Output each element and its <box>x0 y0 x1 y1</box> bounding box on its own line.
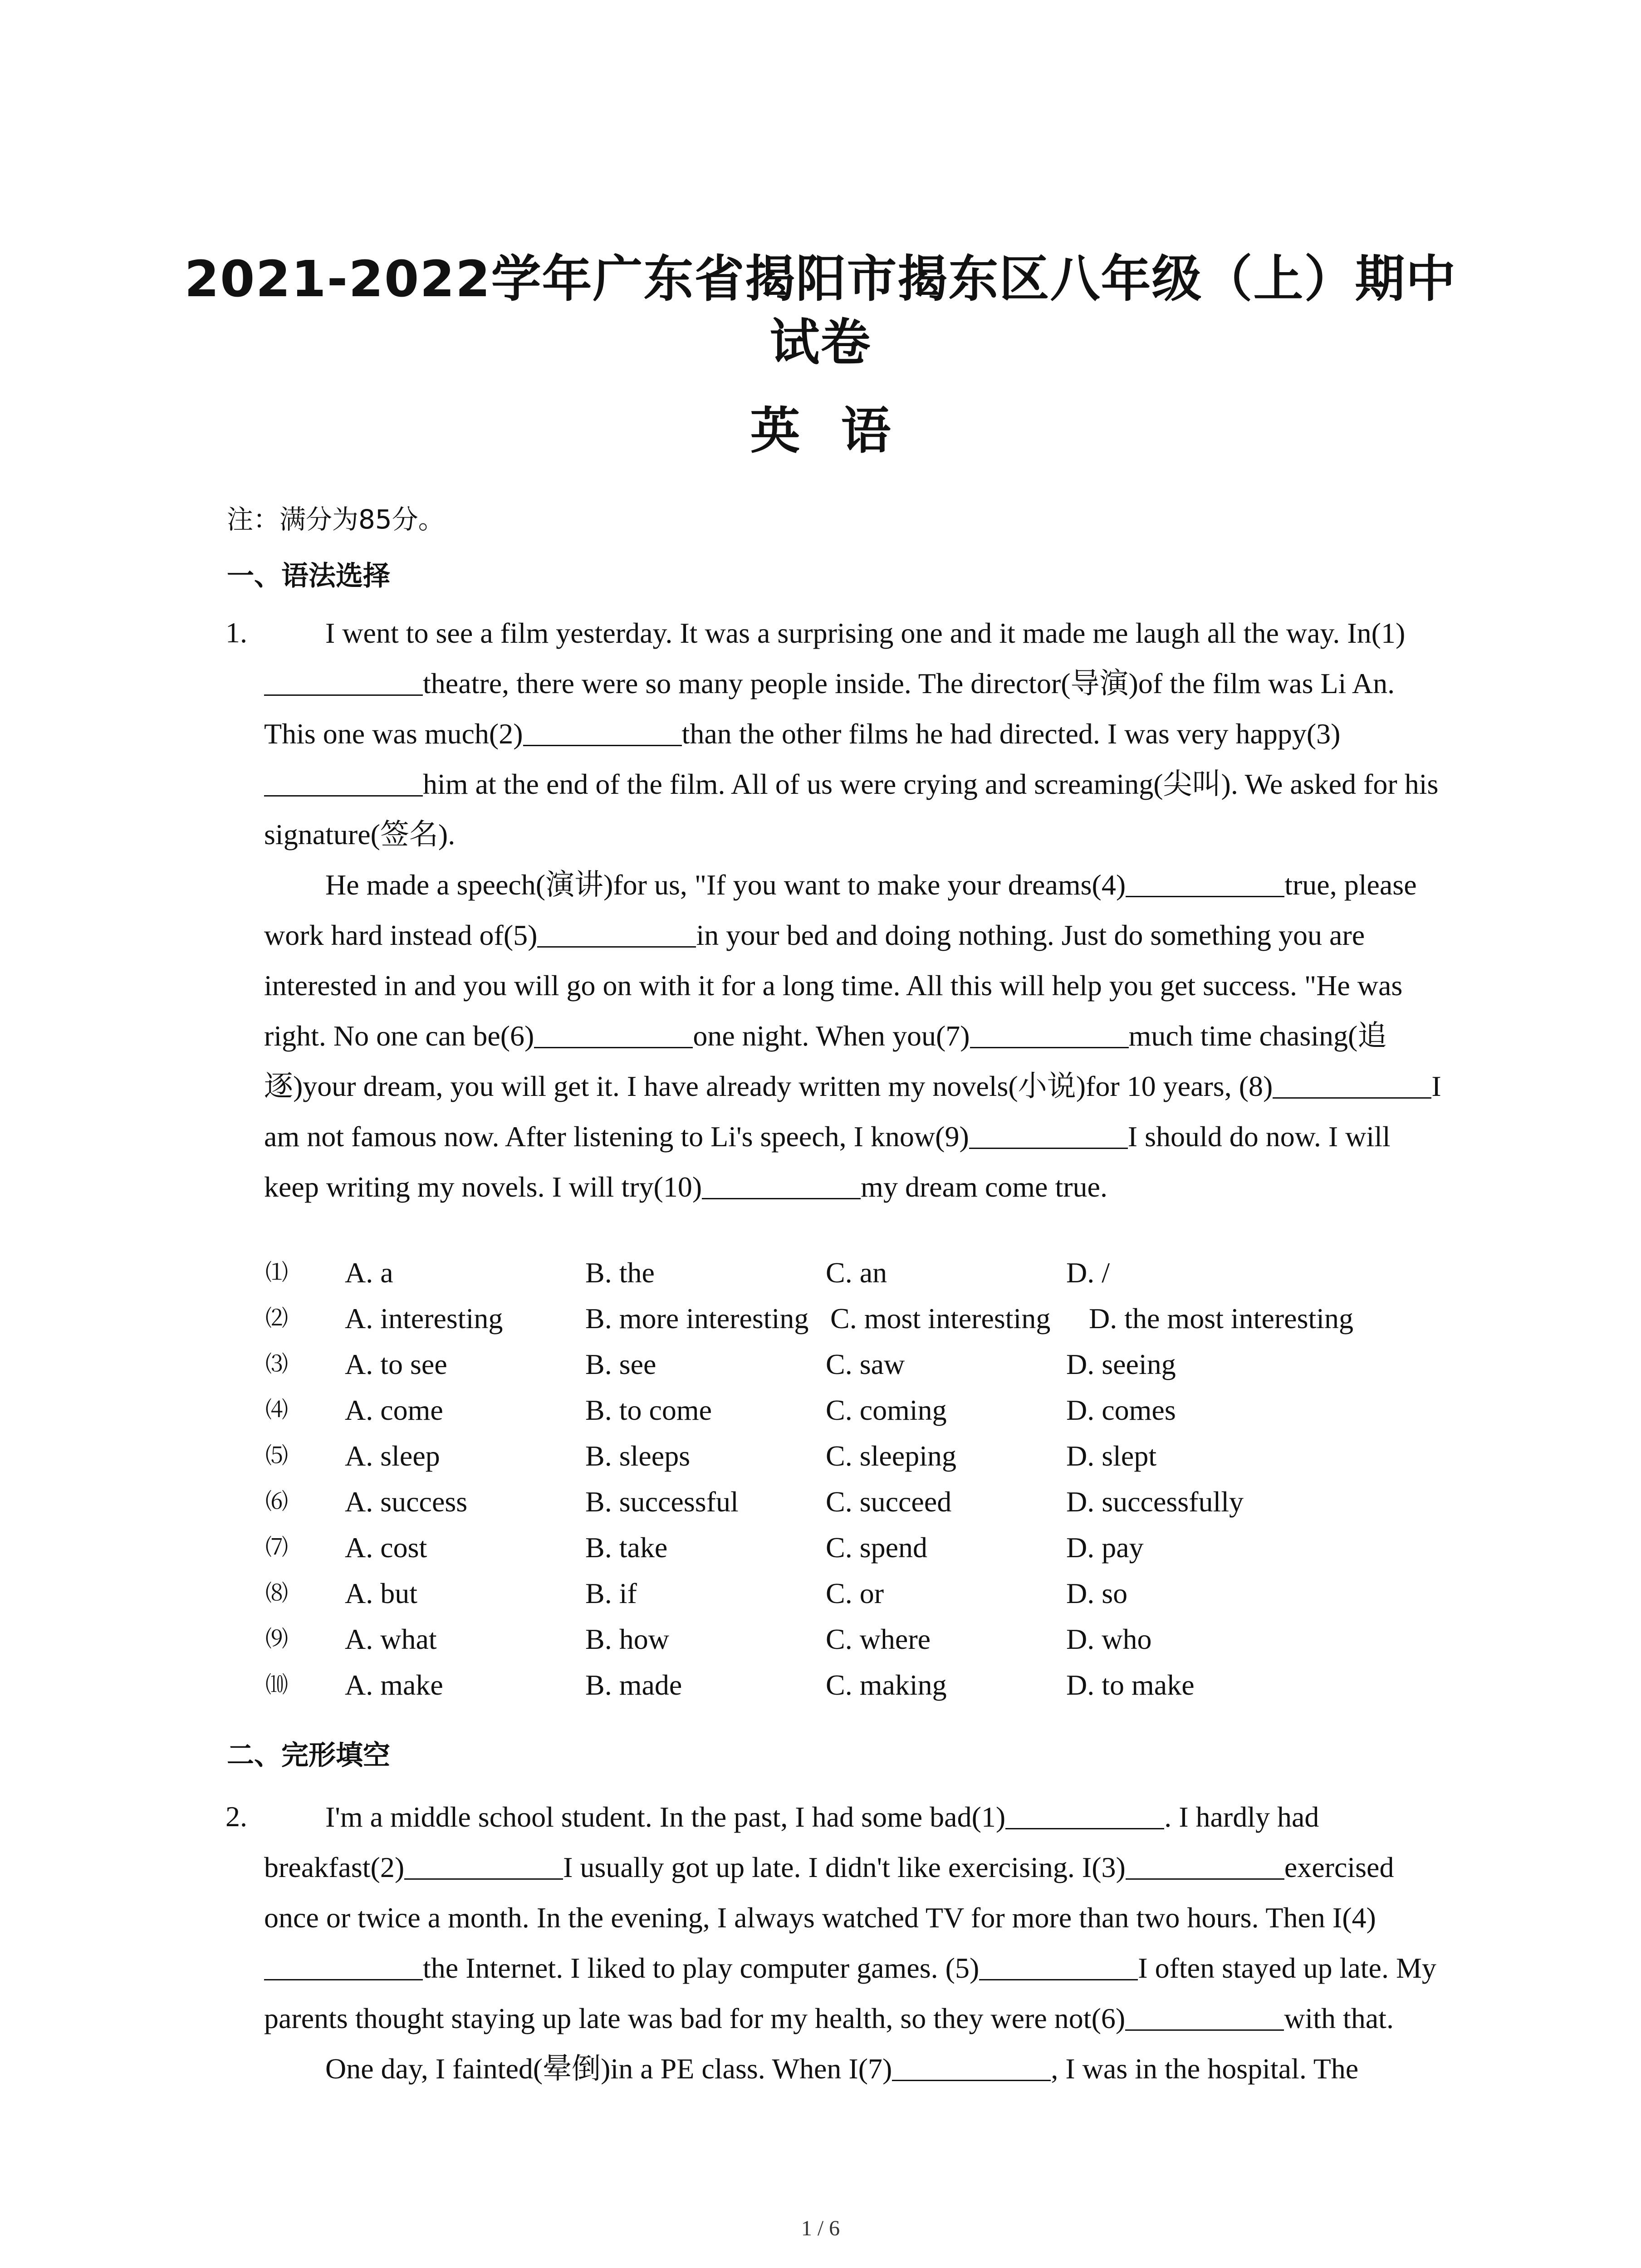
passage-text: I'm a middle school student. In the past, I had some bad(1) <box>325 1801 1006 1833</box>
passage-text: I am not famous now. After listening to Li's speech, I know(9) <box>264 1070 1441 1153</box>
option-row <box>265 1479 1445 1525</box>
passage-text: than the other films he had directed. I was very happy(3) <box>681 718 1341 750</box>
question-1-options <box>265 1250 1445 1708</box>
option-row <box>265 1662 1445 1708</box>
option-row <box>265 1295 1445 1341</box>
passage-text: exercised once or twice a month. In the evening, I always watched TV for more than two hours. Then I(4) <box>264 1851 1394 1934</box>
option-b: B. how <box>585 1623 669 1655</box>
answer-blank <box>523 716 682 746</box>
option-d: D. the most interesting <box>1089 1302 1354 1334</box>
option-number: ⑼ <box>265 1626 288 1652</box>
option-row <box>265 1433 1445 1479</box>
option-number: ⑶ <box>265 1351 288 1377</box>
option-d: D. so <box>1066 1577 1128 1609</box>
passage-paragraph <box>264 860 1444 1212</box>
answer-blank <box>264 766 423 797</box>
option-b: B. see <box>585 1348 656 1380</box>
option-c: C. most interesting <box>830 1302 1051 1334</box>
option-b: B. made <box>585 1669 682 1701</box>
passage-text: true, please work hard instead of(5) <box>264 869 1417 951</box>
option-row <box>265 1250 1445 1295</box>
option-row <box>265 1341 1445 1387</box>
passage-text: in your bed and doing nothing. Just do something you are interested in and you will go on with it for a long time. All this will help you get success. "He was right. No one can be(6) <box>264 919 1403 1052</box>
option-c: C. an <box>826 1256 887 1289</box>
option-d: D. seeing <box>1066 1348 1176 1380</box>
answer-blank <box>1005 1799 1164 1829</box>
title-line-2: 试卷 <box>769 313 872 371</box>
option-row <box>265 1525 1445 1570</box>
answer-blank <box>404 1849 563 1880</box>
score-note: 注：满分为85分。 <box>227 504 445 535</box>
option-a: A. success <box>345 1486 468 1518</box>
option-a: A. make <box>345 1669 443 1701</box>
option-number: ⑴ <box>265 1259 288 1286</box>
option-number: ⑸ <box>265 1442 288 1469</box>
option-c: C. where <box>826 1623 931 1655</box>
question-1-passage <box>264 608 1444 1212</box>
answer-blank <box>534 1018 693 1048</box>
passage-text: much time chasing(追逐)your dream, you will get it. I have already written my novels(小说)for 10 years, (8) <box>264 1020 1387 1102</box>
passage-text: I went to see a film yesterday. It was a surprising one and it made me laugh all the way. In(1) <box>325 617 1406 649</box>
passage-paragraph <box>264 2043 1444 2094</box>
option-c: C. succeed <box>826 1486 952 1518</box>
passage-text: I should do now. I will keep writing my novels. I will try(10) <box>264 1120 1391 1203</box>
passage-text: He made a speech(演讲)for us, "If you want to make your dreams(4) <box>325 869 1126 901</box>
passage-text: One day, I fainted(晕倒)in a PE class. When I(7) <box>325 2053 892 2085</box>
option-number: ⑽ <box>265 1672 288 1698</box>
passage-text: my dream come true. <box>861 1171 1107 1203</box>
option-row <box>265 1387 1445 1433</box>
option-c: C. or <box>826 1577 884 1609</box>
option-row <box>265 1616 1445 1662</box>
option-b: B. successful <box>585 1486 739 1518</box>
question-number-2: 2. <box>225 1800 247 1833</box>
option-a: A. come <box>345 1394 443 1426</box>
option-d: D. slept <box>1066 1440 1157 1472</box>
option-a: A. to see <box>345 1348 447 1380</box>
option-a: A. but <box>345 1577 417 1609</box>
option-number: ⑹ <box>265 1488 288 1515</box>
answer-blank <box>264 665 423 696</box>
answer-blank <box>1126 1849 1284 1880</box>
option-d: D. successfully <box>1066 1486 1244 1518</box>
option-number: ⑷ <box>265 1397 288 1423</box>
option-a: A. a <box>345 1256 393 1289</box>
question-number-1: 1. <box>225 616 247 649</box>
option-d: D. / <box>1066 1256 1110 1289</box>
passage-text: . I hardly had breakfast(2) <box>264 1801 1319 1883</box>
passage-text: theatre, there were so many people inside. The director(导演)of the film was Li An. This one was much(2) <box>264 667 1395 750</box>
passage-text: , I was in the hospital. The <box>1051 2053 1359 2085</box>
passage-paragraph <box>264 608 1444 860</box>
option-a: A. sleep <box>345 1440 440 1472</box>
option-number: ⑻ <box>265 1580 288 1606</box>
option-b: B. sleeps <box>585 1440 691 1472</box>
option-row <box>265 1570 1445 1616</box>
option-c: C. spend <box>826 1531 927 1564</box>
option-c: C. sleeping <box>826 1440 956 1472</box>
answer-blank <box>1273 1068 1431 1099</box>
passage-paragraph <box>264 1792 1444 2043</box>
question-2-passage <box>264 1792 1444 2094</box>
option-a: A. interesting <box>345 1302 503 1334</box>
option-b: B. the <box>585 1256 655 1289</box>
passage-text: the Internet. I liked to play computer games. (5) <box>423 1952 980 1984</box>
answer-blank <box>537 917 696 948</box>
passage-text: him at the end of the film. All of us were crying and screaming(尖叫). We asked for his signature(签名). <box>264 768 1439 850</box>
answer-blank <box>969 1119 1128 1149</box>
option-number: ⑵ <box>265 1305 288 1331</box>
answer-blank <box>264 1950 423 1980</box>
section-heading-cloze: 二、完形填空 <box>227 1740 390 1771</box>
option-d: D. to make <box>1066 1669 1195 1701</box>
option-b: B. if <box>585 1577 637 1609</box>
passage-text: one night. When you(7) <box>693 1020 970 1052</box>
answer-blank <box>702 1169 861 1199</box>
option-c: C. coming <box>826 1394 947 1426</box>
answer-blank <box>892 2051 1051 2081</box>
answer-blank <box>979 1950 1138 1980</box>
option-number: ⑺ <box>265 1534 288 1560</box>
section-heading-grammar: 一、语法选择 <box>227 560 390 592</box>
answer-blank <box>970 1018 1129 1048</box>
passage-text: I usually got up late. I didn't like exercising. I(3) <box>563 1851 1126 1883</box>
answer-blank <box>1125 2000 1284 2031</box>
option-a: A. cost <box>345 1531 427 1564</box>
option-b: B. more interesting <box>585 1302 809 1334</box>
option-c: C. saw <box>826 1348 905 1380</box>
answer-blank <box>1126 867 1284 897</box>
option-d: D. pay <box>1066 1531 1144 1564</box>
option-d: D. comes <box>1066 1394 1176 1426</box>
passage-text: I often stayed up late. My parents thought staying up late was bad for my health, so they were not(6) <box>264 1952 1436 2034</box>
page-number: 1 / 6 <box>801 2216 840 2240</box>
option-b: B. to come <box>585 1394 712 1426</box>
option-b: B. take <box>585 1531 668 1564</box>
subject-heading: 英语 <box>750 401 932 460</box>
passage-text: with that. <box>1284 2002 1394 2034</box>
option-a: A. what <box>345 1623 437 1655</box>
option-d: D. who <box>1066 1623 1152 1655</box>
option-c: C. making <box>826 1669 947 1701</box>
title-line-1: 2021-2022学年广东省揭阳市揭东区八年级（上）期中 <box>184 250 1457 308</box>
page-title <box>0 247 1641 374</box>
